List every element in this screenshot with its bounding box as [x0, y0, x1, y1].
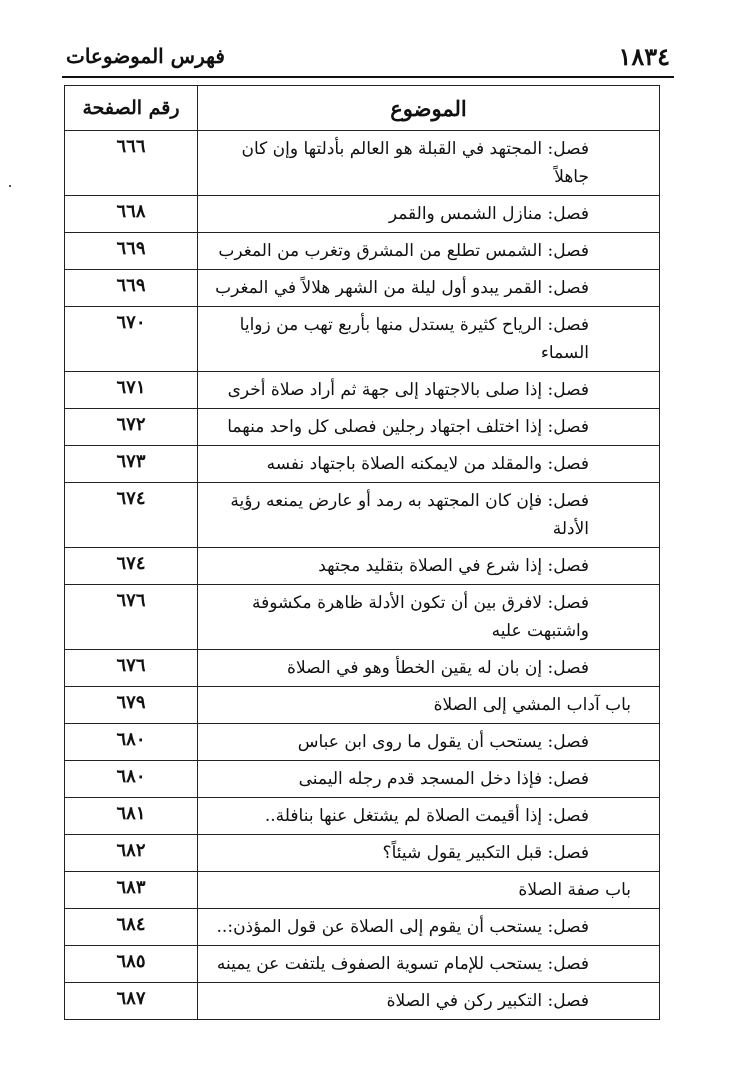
topic-cell: فصل: يستحب للإمام تسوية الصفوف يلتفت عن يمينه [198, 946, 660, 983]
table-row [65, 798, 660, 835]
page-number-cell: ٦٨٢ [65, 835, 198, 872]
table-row [65, 761, 660, 798]
table-row [65, 983, 660, 1020]
table-row [65, 483, 660, 548]
table-row [65, 946, 660, 983]
page-number-cell: ٦٧٢ [65, 409, 198, 446]
table-row [65, 585, 660, 650]
table-row [65, 131, 660, 196]
page-number-cell: ٦٨٠ [65, 761, 198, 798]
table-row [65, 548, 660, 585]
topic-cell: فصل: فإذا دخل المسجد قدم رجله اليمنى [198, 761, 660, 798]
topic-cell: فصل: يستحب أن يقول ما روى ابن عباس [198, 724, 660, 761]
table-row [65, 233, 660, 270]
page-number-cell: ٦٨٠ [65, 724, 198, 761]
table-row [65, 270, 660, 307]
topic-cell: باب آداب المشي إلى الصلاة [198, 687, 660, 724]
topic-column-header: الموضوع [198, 86, 660, 131]
table-row [65, 687, 660, 724]
page-number-cell: ٦٨١ [65, 798, 198, 835]
table-row [65, 909, 660, 946]
running-title: فهرس الموضوعات [66, 44, 225, 68]
topic-cell: فصل: التكبير ركن في الصلاة [198, 983, 660, 1020]
table-row [65, 307, 660, 372]
page-number-cell: ٦٧٣ [65, 446, 198, 483]
page-number-cell: ٦٧٦ [65, 650, 198, 687]
page-header [62, 38, 674, 78]
page-number-cell: ٦٦٩ [65, 233, 198, 270]
table-row [65, 835, 660, 872]
contents-table-body [65, 131, 660, 1020]
topic-cell: فصل: الرياح كثيرة يستدل منها بأربع تهب من زوايا السماء [198, 307, 660, 372]
table-row [65, 372, 660, 409]
topic-cell: باب صفة الصلاة [198, 872, 660, 909]
table-row [65, 409, 660, 446]
page-number-cell: ٦٧٦ [65, 585, 198, 650]
topic-cell: فصل: القمر يبدو أول ليلة من الشهر هلالاً في المغرب [198, 270, 660, 307]
page-number-cell: ٦٧١ [65, 372, 198, 409]
header-rule [62, 76, 674, 78]
topic-cell: فصل: يستحب أن يقوم إلى الصلاة عن قول المؤذن:.. [198, 909, 660, 946]
topic-cell: فصل: قبل التكبير يقول شيئاً؟ [198, 835, 660, 872]
topic-cell: فصل: الشمس تطلع من المشرق وتغرب من المغرب [198, 233, 660, 270]
table-header-row [65, 86, 660, 131]
table-row [65, 650, 660, 687]
page-number-cell: ٦٦٩ [65, 270, 198, 307]
table-row [65, 196, 660, 233]
scan-speck [9, 185, 11, 187]
topic-cell: فصل: إن بان له يقين الخطأ وهو في الصلاة [198, 650, 660, 687]
page-number-cell: ٦٦٦ [65, 131, 198, 196]
topic-cell: فصل: فإن كان المجتهد به رمد أو عارض يمنعه رؤية الأدلة [198, 483, 660, 548]
topic-cell: فصل: لافرق بين أن تكون الأدلة ظاهرة مكشوفة واشتبهت عليه [198, 585, 660, 650]
table-row [65, 872, 660, 909]
table-row [65, 446, 660, 483]
topic-cell: فصل: إذا اختلف اجتهاد رجلين فصلى كل واحد منهما [198, 409, 660, 446]
page-number-cell: ٦٧٠ [65, 307, 198, 372]
page-column-header: رقم الصفحة [65, 86, 198, 131]
page-number: ١٨٣٤ [618, 42, 670, 71]
topic-cell: فصل: والمقلد من لايمكنه الصلاة باجتهاد نفسه [198, 446, 660, 483]
page-number-cell: ٦٦٨ [65, 196, 198, 233]
topic-cell: فصل: إذا شرع في الصلاة بتقليد مجتهد [198, 548, 660, 585]
page-number-cell: ٦٧٤ [65, 483, 198, 548]
page-number-cell: ٦٧٤ [65, 548, 198, 585]
table-row [65, 724, 660, 761]
topic-cell: فصل: المجتهد في القبلة هو العالم بأدلتها وإن كان جاهلاً [198, 131, 660, 196]
page-number-cell: ٦٨٥ [65, 946, 198, 983]
page-number-cell: ٦٨٣ [65, 872, 198, 909]
topic-cell: فصل: منازل الشمس والقمر [198, 196, 660, 233]
page-number-cell: ٦٨٤ [65, 909, 198, 946]
topic-cell: فصل: إذا أقيمت الصلاة لم يشتغل عنها بنافلة.. [198, 798, 660, 835]
topic-cell: فصل: إذا صلى بالاجتهاد إلى جهة ثم أراد صلاة أخرى [198, 372, 660, 409]
contents-table [64, 85, 660, 1020]
page-number-cell: ٦٧٩ [65, 687, 198, 724]
page-number-cell: ٦٨٧ [65, 983, 198, 1020]
